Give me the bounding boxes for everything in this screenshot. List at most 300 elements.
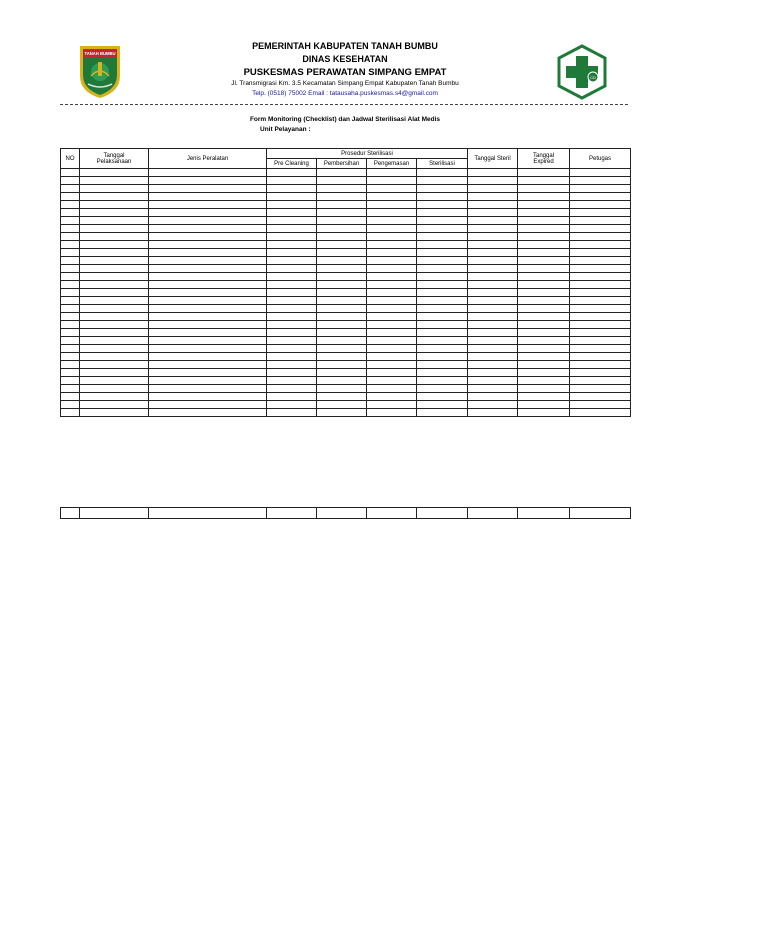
- cell-pengemasan[interactable]: [367, 401, 417, 409]
- cell-no[interactable]: [61, 313, 80, 321]
- cell-tanggal-steril[interactable]: [468, 353, 518, 361]
- cell-tanggal-pelaksanaan[interactable]: [80, 321, 149, 329]
- cell-tanggal-expired[interactable]: [518, 241, 570, 249]
- cell-pembersihan[interactable]: [317, 257, 367, 265]
- cell-sterilisasi[interactable]: [417, 409, 468, 417]
- cell-pengemasan[interactable]: [367, 281, 417, 289]
- cell-no[interactable]: [61, 321, 80, 329]
- cell-pengemasan[interactable]: [367, 297, 417, 305]
- cell-pre-cleaning[interactable]: [267, 257, 317, 265]
- cell-pre-cleaning[interactable]: [267, 273, 317, 281]
- cell-pengemasan[interactable]: [367, 193, 417, 201]
- cell-jenis-peralatan[interactable]: [149, 185, 267, 193]
- cell-no[interactable]: [61, 185, 80, 193]
- cell-pembersihan[interactable]: [317, 361, 367, 369]
- cell-tanggal-expired[interactable]: [518, 337, 570, 345]
- cell-jenis-peralatan[interactable]: [149, 508, 267, 519]
- cell-tanggal-expired[interactable]: [518, 385, 570, 393]
- cell-tanggal-expired[interactable]: [518, 217, 570, 225]
- cell-jenis-peralatan[interactable]: [149, 265, 267, 273]
- cell-pre-cleaning[interactable]: [267, 281, 317, 289]
- cell-tanggal-pelaksanaan[interactable]: [80, 393, 149, 401]
- cell-tanggal-expired[interactable]: [518, 273, 570, 281]
- cell-sterilisasi[interactable]: [417, 361, 468, 369]
- cell-pembersihan[interactable]: [317, 377, 367, 385]
- cell-pengemasan[interactable]: [367, 241, 417, 249]
- cell-tanggal-expired[interactable]: [518, 281, 570, 289]
- cell-petugas[interactable]: [570, 193, 631, 201]
- cell-petugas[interactable]: [570, 321, 631, 329]
- cell-petugas[interactable]: [570, 353, 631, 361]
- cell-jenis-peralatan[interactable]: [149, 257, 267, 265]
- cell-tanggal-steril[interactable]: [468, 193, 518, 201]
- cell-tanggal-expired[interactable]: [518, 257, 570, 265]
- cell-no[interactable]: [61, 361, 80, 369]
- cell-pre-cleaning[interactable]: [267, 193, 317, 201]
- cell-tanggal-pelaksanaan[interactable]: [80, 169, 149, 177]
- cell-tanggal-pelaksanaan[interactable]: [80, 177, 149, 185]
- cell-jenis-peralatan[interactable]: [149, 289, 267, 297]
- cell-sterilisasi[interactable]: [417, 201, 468, 209]
- cell-tanggal-expired[interactable]: [518, 169, 570, 177]
- cell-tanggal-pelaksanaan[interactable]: [80, 281, 149, 289]
- cell-tanggal-expired[interactable]: [518, 353, 570, 361]
- cell-tanggal-expired[interactable]: [518, 185, 570, 193]
- cell-pre-cleaning[interactable]: [267, 353, 317, 361]
- cell-tanggal-pelaksanaan[interactable]: [80, 201, 149, 209]
- cell-sterilisasi[interactable]: [417, 297, 468, 305]
- cell-pre-cleaning[interactable]: [267, 361, 317, 369]
- cell-pengemasan[interactable]: [367, 169, 417, 177]
- cell-pembersihan[interactable]: [317, 241, 367, 249]
- cell-pembersihan[interactable]: [317, 337, 367, 345]
- cell-pembersihan[interactable]: [317, 249, 367, 257]
- cell-tanggal-expired[interactable]: [518, 409, 570, 417]
- cell-petugas[interactable]: [570, 209, 631, 217]
- cell-jenis-peralatan[interactable]: [149, 273, 267, 281]
- cell-sterilisasi[interactable]: [417, 281, 468, 289]
- cell-jenis-peralatan[interactable]: [149, 401, 267, 409]
- cell-pre-cleaning[interactable]: [267, 233, 317, 241]
- cell-pre-cleaning[interactable]: [267, 289, 317, 297]
- cell-pembersihan[interactable]: [317, 193, 367, 201]
- cell-tanggal-steril[interactable]: [468, 369, 518, 377]
- cell-petugas[interactable]: [570, 281, 631, 289]
- cell-tanggal-steril[interactable]: [468, 281, 518, 289]
- cell-pengemasan[interactable]: [367, 273, 417, 281]
- cell-tanggal-steril[interactable]: [468, 209, 518, 217]
- cell-tanggal-steril[interactable]: [468, 321, 518, 329]
- cell-no[interactable]: [61, 401, 80, 409]
- cell-no[interactable]: [61, 377, 80, 385]
- cell-jenis-peralatan[interactable]: [149, 321, 267, 329]
- cell-pengemasan[interactable]: [367, 337, 417, 345]
- cell-sterilisasi[interactable]: [417, 353, 468, 361]
- cell-pembersihan[interactable]: [317, 353, 367, 361]
- cell-sterilisasi[interactable]: [417, 233, 468, 241]
- cell-pembersihan[interactable]: [317, 265, 367, 273]
- cell-pembersihan[interactable]: [317, 185, 367, 193]
- cell-tanggal-pelaksanaan[interactable]: [80, 401, 149, 409]
- cell-pembersihan[interactable]: [317, 369, 367, 377]
- cell-sterilisasi[interactable]: [417, 177, 468, 185]
- cell-no[interactable]: [61, 345, 80, 353]
- cell-pembersihan[interactable]: [317, 508, 367, 519]
- cell-jenis-peralatan[interactable]: [149, 281, 267, 289]
- cell-petugas[interactable]: [570, 305, 631, 313]
- cell-petugas[interactable]: [570, 508, 631, 519]
- cell-tanggal-expired[interactable]: [518, 249, 570, 257]
- cell-pembersihan[interactable]: [317, 201, 367, 209]
- cell-pre-cleaning[interactable]: [267, 217, 317, 225]
- cell-petugas[interactable]: [570, 393, 631, 401]
- cell-no[interactable]: [61, 265, 80, 273]
- cell-no[interactable]: [61, 281, 80, 289]
- cell-tanggal-expired[interactable]: [518, 361, 570, 369]
- cell-petugas[interactable]: [570, 409, 631, 417]
- cell-tanggal-steril[interactable]: [468, 337, 518, 345]
- cell-tanggal-expired[interactable]: [518, 313, 570, 321]
- cell-pembersihan[interactable]: [317, 289, 367, 297]
- cell-petugas[interactable]: [570, 401, 631, 409]
- cell-pengemasan[interactable]: [367, 409, 417, 417]
- cell-jenis-peralatan[interactable]: [149, 337, 267, 345]
- cell-tanggal-expired[interactable]: [518, 329, 570, 337]
- cell-sterilisasi[interactable]: [417, 385, 468, 393]
- cell-pre-cleaning[interactable]: [267, 385, 317, 393]
- cell-no[interactable]: [61, 337, 80, 345]
- cell-pengemasan[interactable]: [367, 177, 417, 185]
- cell-tanggal-pelaksanaan[interactable]: [80, 297, 149, 305]
- cell-pembersihan[interactable]: [317, 281, 367, 289]
- cell-sterilisasi[interactable]: [417, 337, 468, 345]
- cell-pre-cleaning[interactable]: [267, 337, 317, 345]
- cell-tanggal-steril[interactable]: [468, 393, 518, 401]
- cell-no[interactable]: [61, 369, 80, 377]
- cell-sterilisasi[interactable]: [417, 185, 468, 193]
- cell-jenis-peralatan[interactable]: [149, 377, 267, 385]
- cell-pembersihan[interactable]: [317, 273, 367, 281]
- cell-tanggal-expired[interactable]: [518, 265, 570, 273]
- cell-jenis-peralatan[interactable]: [149, 305, 267, 313]
- cell-pre-cleaning[interactable]: [267, 313, 317, 321]
- cell-tanggal-expired[interactable]: [518, 289, 570, 297]
- cell-sterilisasi[interactable]: [417, 169, 468, 177]
- cell-no[interactable]: [61, 249, 80, 257]
- cell-jenis-peralatan[interactable]: [149, 345, 267, 353]
- cell-pre-cleaning[interactable]: [267, 345, 317, 353]
- cell-pre-cleaning[interactable]: [267, 401, 317, 409]
- cell-pre-cleaning[interactable]: [267, 225, 317, 233]
- cell-pre-cleaning[interactable]: [267, 241, 317, 249]
- cell-jenis-peralatan[interactable]: [149, 249, 267, 257]
- cell-pengemasan[interactable]: [367, 289, 417, 297]
- cell-petugas[interactable]: [570, 369, 631, 377]
- cell-tanggal-steril[interactable]: [468, 241, 518, 249]
- cell-sterilisasi[interactable]: [417, 289, 468, 297]
- cell-tanggal-pelaksanaan[interactable]: [80, 313, 149, 321]
- cell-tanggal-pelaksanaan[interactable]: [80, 289, 149, 297]
- cell-petugas[interactable]: [570, 225, 631, 233]
- cell-tanggal-pelaksanaan[interactable]: [80, 369, 149, 377]
- cell-tanggal-steril[interactable]: [468, 313, 518, 321]
- cell-sterilisasi[interactable]: [417, 257, 468, 265]
- cell-tanggal-expired[interactable]: [518, 305, 570, 313]
- cell-jenis-peralatan[interactable]: [149, 169, 267, 177]
- cell-sterilisasi[interactable]: [417, 305, 468, 313]
- cell-tanggal-expired[interactable]: [518, 233, 570, 241]
- cell-petugas[interactable]: [570, 169, 631, 177]
- cell-petugas[interactable]: [570, 289, 631, 297]
- cell-no[interactable]: [61, 241, 80, 249]
- cell-no[interactable]: [61, 177, 80, 185]
- cell-tanggal-pelaksanaan[interactable]: [80, 353, 149, 361]
- cell-petugas[interactable]: [570, 273, 631, 281]
- cell-tanggal-pelaksanaan[interactable]: [80, 241, 149, 249]
- cell-no[interactable]: [61, 329, 80, 337]
- cell-tanggal-pelaksanaan[interactable]: [80, 361, 149, 369]
- cell-jenis-peralatan[interactable]: [149, 233, 267, 241]
- cell-jenis-peralatan[interactable]: [149, 201, 267, 209]
- cell-tanggal-steril[interactable]: [468, 401, 518, 409]
- cell-tanggal-pelaksanaan[interactable]: [80, 337, 149, 345]
- cell-no[interactable]: [61, 209, 80, 217]
- cell-tanggal-steril[interactable]: [468, 233, 518, 241]
- cell-pre-cleaning[interactable]: [267, 201, 317, 209]
- cell-tanggal-steril[interactable]: [468, 289, 518, 297]
- cell-no[interactable]: [61, 305, 80, 313]
- cell-pre-cleaning[interactable]: [267, 177, 317, 185]
- cell-petugas[interactable]: [570, 217, 631, 225]
- cell-tanggal-steril[interactable]: [468, 177, 518, 185]
- cell-tanggal-expired[interactable]: [518, 345, 570, 353]
- cell-pengemasan[interactable]: [367, 185, 417, 193]
- cell-jenis-peralatan[interactable]: [149, 409, 267, 417]
- cell-pembersihan[interactable]: [317, 177, 367, 185]
- cell-tanggal-expired[interactable]: [518, 209, 570, 217]
- cell-no[interactable]: [61, 297, 80, 305]
- cell-tanggal-steril[interactable]: [468, 377, 518, 385]
- cell-tanggal-pelaksanaan[interactable]: [80, 209, 149, 217]
- cell-no[interactable]: [61, 385, 80, 393]
- cell-pembersihan[interactable]: [317, 329, 367, 337]
- cell-jenis-peralatan[interactable]: [149, 329, 267, 337]
- cell-sterilisasi[interactable]: [417, 249, 468, 257]
- cell-tanggal-steril[interactable]: [468, 297, 518, 305]
- cell-pembersihan[interactable]: [317, 313, 367, 321]
- cell-sterilisasi[interactable]: [417, 225, 468, 233]
- cell-jenis-peralatan[interactable]: [149, 313, 267, 321]
- cell-pre-cleaning[interactable]: [267, 393, 317, 401]
- cell-pengemasan[interactable]: [367, 209, 417, 217]
- cell-tanggal-expired[interactable]: [518, 401, 570, 409]
- cell-pre-cleaning[interactable]: [267, 169, 317, 177]
- cell-pre-cleaning[interactable]: [267, 249, 317, 257]
- cell-pembersihan[interactable]: [317, 393, 367, 401]
- cell-pre-cleaning[interactable]: [267, 265, 317, 273]
- cell-tanggal-steril[interactable]: [468, 265, 518, 273]
- cell-tanggal-pelaksanaan[interactable]: [80, 225, 149, 233]
- cell-sterilisasi[interactable]: [417, 329, 468, 337]
- cell-sterilisasi[interactable]: [417, 345, 468, 353]
- cell-tanggal-expired[interactable]: [518, 508, 570, 519]
- cell-pre-cleaning[interactable]: [267, 508, 317, 519]
- cell-jenis-peralatan[interactable]: [149, 209, 267, 217]
- cell-sterilisasi[interactable]: [417, 321, 468, 329]
- cell-pembersihan[interactable]: [317, 217, 367, 225]
- cell-pengemasan[interactable]: [367, 233, 417, 241]
- cell-tanggal-expired[interactable]: [518, 321, 570, 329]
- cell-tanggal-steril[interactable]: [468, 385, 518, 393]
- cell-petugas[interactable]: [570, 313, 631, 321]
- cell-tanggal-steril[interactable]: [468, 409, 518, 417]
- cell-tanggal-pelaksanaan[interactable]: [80, 273, 149, 281]
- cell-tanggal-steril[interactable]: [468, 225, 518, 233]
- cell-tanggal-steril[interactable]: [468, 185, 518, 193]
- cell-pembersihan[interactable]: [317, 321, 367, 329]
- cell-tanggal-expired[interactable]: [518, 177, 570, 185]
- cell-tanggal-pelaksanaan[interactable]: [80, 185, 149, 193]
- cell-pengemasan[interactable]: [367, 329, 417, 337]
- cell-pengemasan[interactable]: [367, 201, 417, 209]
- cell-pre-cleaning[interactable]: [267, 329, 317, 337]
- cell-tanggal-pelaksanaan[interactable]: [80, 305, 149, 313]
- cell-pengemasan[interactable]: [367, 353, 417, 361]
- cell-tanggal-steril[interactable]: [468, 273, 518, 281]
- cell-sterilisasi[interactable]: [417, 508, 468, 519]
- cell-petugas[interactable]: [570, 257, 631, 265]
- cell-pembersihan[interactable]: [317, 169, 367, 177]
- cell-sterilisasi[interactable]: [417, 369, 468, 377]
- cell-pengemasan[interactable]: [367, 249, 417, 257]
- cell-tanggal-pelaksanaan[interactable]: [80, 265, 149, 273]
- cell-pre-cleaning[interactable]: [267, 297, 317, 305]
- cell-pengemasan[interactable]: [367, 385, 417, 393]
- cell-tanggal-expired[interactable]: [518, 193, 570, 201]
- cell-pembersihan[interactable]: [317, 345, 367, 353]
- cell-pembersihan[interactable]: [317, 297, 367, 305]
- cell-pembersihan[interactable]: [317, 305, 367, 313]
- cell-tanggal-pelaksanaan[interactable]: [80, 217, 149, 225]
- cell-petugas[interactable]: [570, 249, 631, 257]
- cell-pembersihan[interactable]: [317, 401, 367, 409]
- cell-pengemasan[interactable]: [367, 265, 417, 273]
- cell-tanggal-expired[interactable]: [518, 369, 570, 377]
- cell-sterilisasi[interactable]: [417, 377, 468, 385]
- cell-no[interactable]: [61, 217, 80, 225]
- cell-jenis-peralatan[interactable]: [149, 217, 267, 225]
- cell-tanggal-steril[interactable]: [468, 169, 518, 177]
- cell-pre-cleaning[interactable]: [267, 185, 317, 193]
- cell-jenis-peralatan[interactable]: [149, 385, 267, 393]
- cell-pengemasan[interactable]: [367, 217, 417, 225]
- cell-tanggal-steril[interactable]: [468, 305, 518, 313]
- cell-no[interactable]: [61, 169, 80, 177]
- cell-jenis-peralatan[interactable]: [149, 369, 267, 377]
- cell-tanggal-pelaksanaan[interactable]: [80, 385, 149, 393]
- cell-sterilisasi[interactable]: [417, 241, 468, 249]
- cell-sterilisasi[interactable]: [417, 393, 468, 401]
- cell-tanggal-pelaksanaan[interactable]: [80, 257, 149, 265]
- cell-petugas[interactable]: [570, 201, 631, 209]
- cell-tanggal-pelaksanaan[interactable]: [80, 377, 149, 385]
- cell-no[interactable]: [61, 409, 80, 417]
- cell-tanggal-expired[interactable]: [518, 297, 570, 305]
- cell-tanggal-steril[interactable]: [468, 257, 518, 265]
- cell-pengemasan[interactable]: [367, 361, 417, 369]
- cell-tanggal-expired[interactable]: [518, 393, 570, 401]
- cell-tanggal-pelaksanaan[interactable]: [80, 345, 149, 353]
- cell-jenis-peralatan[interactable]: [149, 225, 267, 233]
- cell-petugas[interactable]: [570, 233, 631, 241]
- cell-pembersihan[interactable]: [317, 225, 367, 233]
- cell-pengemasan[interactable]: [367, 225, 417, 233]
- cell-petugas[interactable]: [570, 377, 631, 385]
- cell-no[interactable]: [61, 393, 80, 401]
- cell-tanggal-steril[interactable]: [468, 329, 518, 337]
- cell-tanggal-pelaksanaan[interactable]: [80, 233, 149, 241]
- cell-no[interactable]: [61, 508, 80, 519]
- cell-pengemasan[interactable]: [367, 369, 417, 377]
- cell-tanggal-steril[interactable]: [468, 345, 518, 353]
- cell-tanggal-expired[interactable]: [518, 201, 570, 209]
- cell-no[interactable]: [61, 289, 80, 297]
- cell-pembersihan[interactable]: [317, 409, 367, 417]
- cell-pre-cleaning[interactable]: [267, 377, 317, 385]
- cell-tanggal-steril[interactable]: [468, 249, 518, 257]
- cell-tanggal-pelaksanaan[interactable]: [80, 409, 149, 417]
- cell-no[interactable]: [61, 193, 80, 201]
- cell-pengemasan[interactable]: [367, 321, 417, 329]
- cell-no[interactable]: [61, 225, 80, 233]
- cell-sterilisasi[interactable]: [417, 209, 468, 217]
- cell-jenis-peralatan[interactable]: [149, 361, 267, 369]
- cell-jenis-peralatan[interactable]: [149, 177, 267, 185]
- cell-pengemasan[interactable]: [367, 305, 417, 313]
- cell-tanggal-pelaksanaan[interactable]: [80, 329, 149, 337]
- cell-pengemasan[interactable]: [367, 393, 417, 401]
- cell-sterilisasi[interactable]: [417, 313, 468, 321]
- cell-pengemasan[interactable]: [367, 257, 417, 265]
- cell-pre-cleaning[interactable]: [267, 209, 317, 217]
- cell-jenis-peralatan[interactable]: [149, 193, 267, 201]
- cell-no[interactable]: [61, 353, 80, 361]
- cell-petugas[interactable]: [570, 177, 631, 185]
- cell-pengemasan[interactable]: [367, 313, 417, 321]
- cell-petugas[interactable]: [570, 297, 631, 305]
- cell-pembersihan[interactable]: [317, 233, 367, 241]
- cell-pengemasan[interactable]: [367, 508, 417, 519]
- cell-tanggal-steril[interactable]: [468, 508, 518, 519]
- cell-tanggal-steril[interactable]: [468, 201, 518, 209]
- cell-petugas[interactable]: [570, 345, 631, 353]
- cell-tanggal-steril[interactable]: [468, 217, 518, 225]
- cell-pembersihan[interactable]: [317, 209, 367, 217]
- cell-jenis-peralatan[interactable]: [149, 297, 267, 305]
- cell-pre-cleaning[interactable]: [267, 305, 317, 313]
- cell-tanggal-pelaksanaan[interactable]: [80, 508, 149, 519]
- cell-tanggal-steril[interactable]: [468, 361, 518, 369]
- cell-tanggal-pelaksanaan[interactable]: [80, 249, 149, 257]
- cell-pre-cleaning[interactable]: [267, 409, 317, 417]
- cell-petugas[interactable]: [570, 265, 631, 273]
- cell-petugas[interactable]: [570, 185, 631, 193]
- cell-no[interactable]: [61, 201, 80, 209]
- cell-petugas[interactable]: [570, 329, 631, 337]
- cell-pre-cleaning[interactable]: [267, 369, 317, 377]
- cell-petugas[interactable]: [570, 361, 631, 369]
- cell-pembersihan[interactable]: [317, 385, 367, 393]
